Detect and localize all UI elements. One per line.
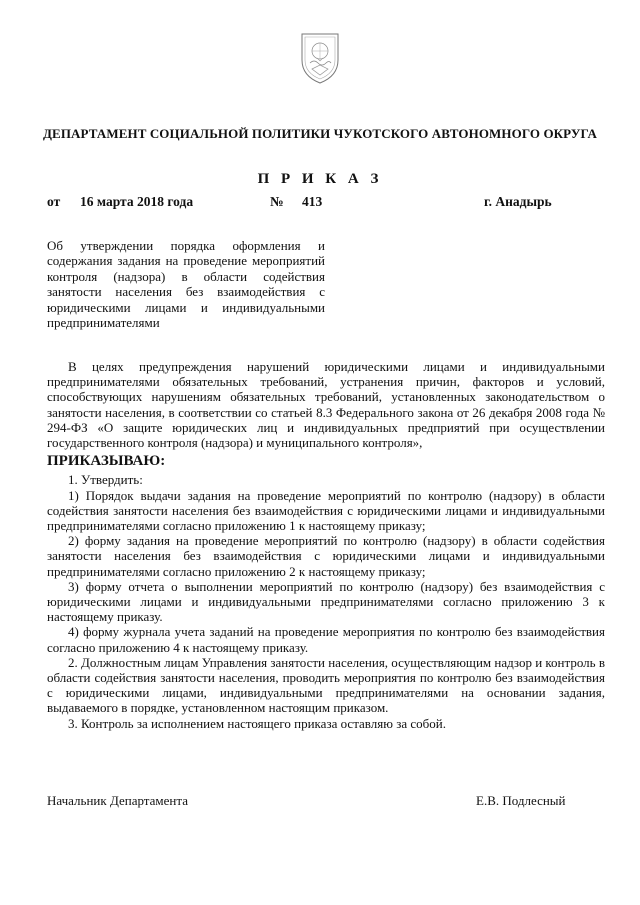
clause-1-item-3: 3) форму отчета о выполнении мероприятий по контролю (надзору) без взаимодействия с юридическими лицами и индивидуальными предпринимателями согласно приложению 3 к настоящему приказу. bbox=[47, 578, 605, 625]
clause-3: 3. Контроль за исполнением настоящего приказа оставляю за собой. bbox=[68, 715, 446, 731]
document-subject: Об утверждении порядка оформления и содержания задания на проведение мероприятий контроля (надзора) в области содействия занятости населения без взаимодействия с юридическими лицами и индивидуальными предпринимателями bbox=[47, 238, 325, 331]
document-city: г. Анадырь bbox=[484, 194, 552, 209]
clause-1-item-4: 4) форму журнала учета заданий на проведение мероприятия по контролю без взаимодействия согласно приложению 4 к настоящему приказу. bbox=[47, 624, 605, 655]
document-body bbox=[47, 359, 605, 731]
document-number: 413 bbox=[302, 194, 323, 209]
clause-2: 2. Должностным лицам Управления занятости населения, осуществляющим надзор и контроль в области содействия занятости населения, проводить мероприятия по контролю без взаимодействия с юридическими лицами, индивидуальными предпринимателями на основании задания, выдаваемого в порядке, установленном настоящим приказом. bbox=[47, 654, 605, 716]
clause-1-item-1: 1) Порядок выдачи задания на проведение мероприятий по контролю (надзору) в области содействия занятости населения без взаимодействия с юридическими лицами и индивидуальными предпринимателями согласно приложению 1 к настоящему приказу; bbox=[47, 487, 605, 534]
clause-1-item-2: 2) форму задания на проведение мероприятий по контролю (надзору) в области содействия занятости населения без взаимодействия с юридическими лицами и индивидуальными предпринимателями согласно приложению 2 к настоящему приказу; bbox=[47, 533, 605, 579]
signatory-position: Начальник Департамента bbox=[47, 793, 188, 808]
clause-1: 1. Утвердить: bbox=[68, 472, 143, 488]
chukotka-coat-of-arms-icon bbox=[298, 30, 342, 86]
order-heading: ПРИКАЗЫВАЮ: bbox=[47, 453, 166, 470]
date-prefix: от bbox=[47, 194, 61, 209]
organization-name: ДЕПАРТАМЕНТ СОЦИАЛЬНОЙ ПОЛИТИКИ ЧУКОТСКОГО АВТОНОМНОГО ОКРУГА bbox=[43, 126, 597, 141]
number-label: № bbox=[270, 194, 284, 209]
preamble-paragraph: В целях предупреждения нарушений юридическими лицами и индивидуальными предпринимателями обязательных требований, устранения причин, факторов и условий, способствующих нарушениям обязательных требований, установленных законодательством о занятости населения, в соответствии со статьей 8.3 Федерального закона от 26 декабря 2008 года № 294-ФЗ «О защите юридических лиц и индивидуальных предприятий при осуществлении государственного контроля (надзора) и муниципального контроля», bbox=[47, 359, 605, 451]
document-type: П Р И К А З bbox=[257, 171, 383, 187]
document-date: 16 марта 2018 года bbox=[80, 194, 194, 209]
signatory-name: Е.В. Подлесный bbox=[476, 793, 566, 808]
